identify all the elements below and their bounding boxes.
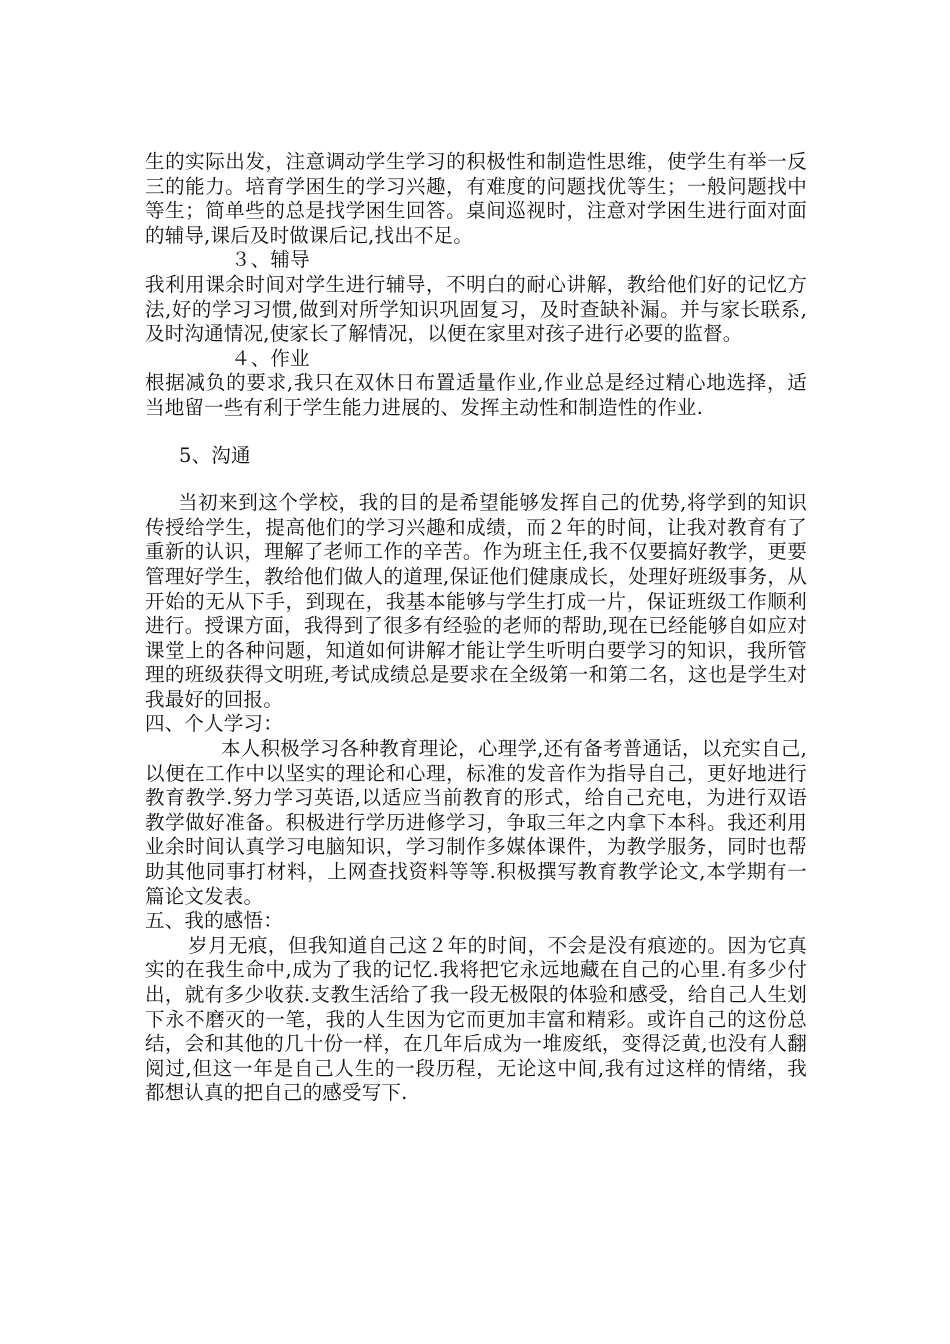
heading-reflection: 五、我的感悟： bbox=[145, 909, 283, 933]
paragraph-communication: 当初来到这个学校，我的目的是希望能够发挥自己的优势,将学到的知识传授给学生，提高他们的学习兴趣和成绩，而２年的时间，让我对教育有了重新的认识，理解了老师工作的辛苦。作为班主任,我不仅要搞好教学，更要管理好学生，教给他们做人的道理,保证他们健康成长，处理好班级事务，从开始的无从下手，到现在，我基本能够与学生打成一片，保证班级工作顺利进行。授课方面，我得到了很多有经验的老师的帮助,现在已经能够自如应对课堂上的各种问题，知道如何讲解才能让学生听明白要学习的知识，我所管理的班级获得文明班,考试成绩总是要求在全级第一和第二名，这也是学生对我最好的回报。 bbox=[145, 491, 807, 711]
heading-communication: 5、沟通 bbox=[179, 443, 251, 467]
heading-homework: ４、作业 bbox=[231, 346, 310, 370]
spacer bbox=[145, 468, 807, 491]
document-page bbox=[145, 150, 807, 1106]
paragraph-homework: 根据减负的要求,我只在双休日布置适量作业,作业总是经过精心地选择，适当地留一些有利于学生能力进展的、发挥主动性和制造性的作业. bbox=[145, 371, 807, 419]
paragraph-teaching-method: 生的实际出发，注意调动学生学习的积极性和制造性思维，使学生有举一反三的能力。培育学困生的学习兴趣，有难度的问题找优等生；一般问题找中等生；简单些的总是找学困生回答。桌间巡视时，注意对学困生进行面对面的辅导,课后及时做课后记,找出不足。 bbox=[145, 150, 807, 247]
heading-tutoring: ３、辅导 bbox=[231, 248, 310, 272]
heading-personal-study: 四、个人学习： bbox=[145, 712, 283, 736]
spacer bbox=[145, 421, 807, 444]
paragraph-personal-study: 本人积极学习各种教育理论，心理学,还有备考普通话，以充实自己,以便在工作中以坚实的理论和心理，标准的发音作为指导自己，更好地进行教育教学.努力学习英语,以适应当前教育的形式，给自己充电，为进行双语教学做好准备。积极进行学历进修学习，争取三年之内拿下本科。我还利用业余时间认真学习电脑知识，学习制作多媒体课件，为教学服务，同时也帮助其他同事打材料，上网查找资料等等.积极撰写教育教学论文,本学期有一篇论文发表。 bbox=[145, 737, 807, 908]
paragraph-tutoring: 我利用课余时间对学生进行辅导，不明白的耐心讲解，教给他们好的记忆方法,好的学习习惯,做到对所学知识巩固复习，及时查缺补漏。并与家长联系,及时沟通情况,使家长了解情况，以便在家里对孩子进行必要的监督。 bbox=[145, 272, 807, 346]
paragraph-reflection: 岁月无痕，但我知道自己这２年的时间，不会是没有痕迹的。因为它真实的在我生命中,成为了我的记忆.我将把它永远地藏在自己的心里.有多少付出，就有多少收获.支教生活给了我一段无极限的体验和感受，给自己人生划下永不磨灭的一笔，我的人生因为它而更加丰富和精彩。或许自己的这份总结，会和其他的几十份一样，在几年后成为一堆废纸，变得泛黄,也没有人翻阅过,但这一年是自己人生的一段历程，无论这中间,我有过这样的情绪，我都想认真的把自己的感受写下. bbox=[145, 933, 807, 1105]
